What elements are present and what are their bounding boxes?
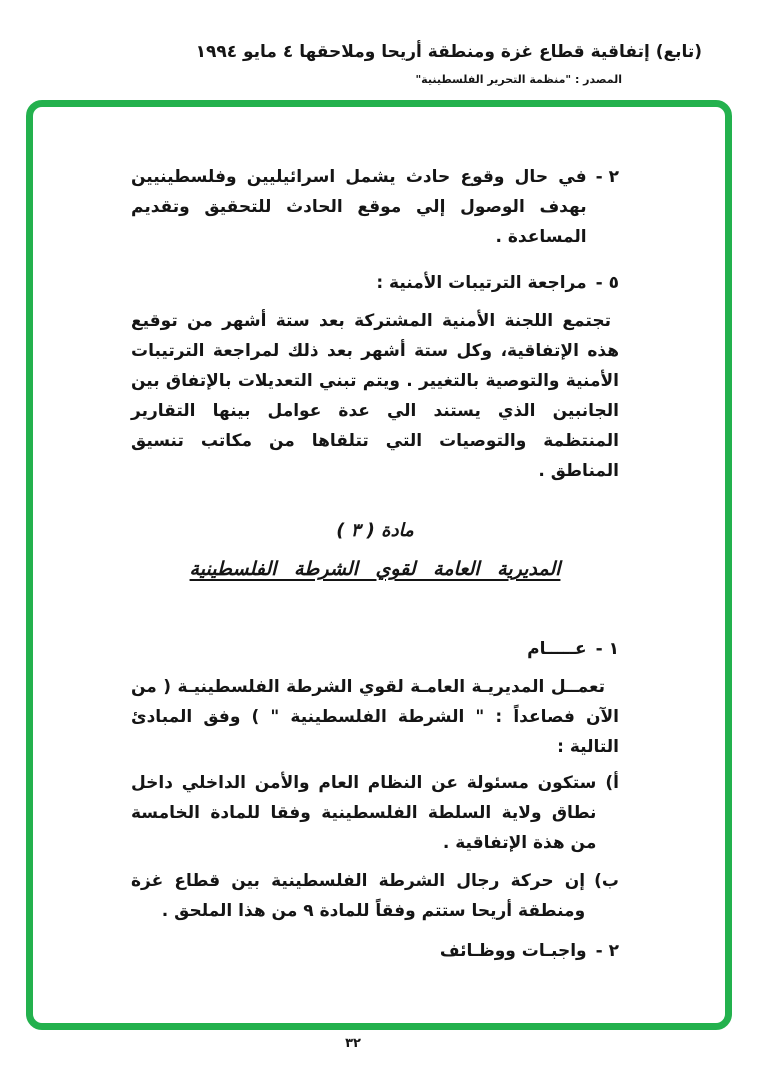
item-b: [131, 866, 619, 926]
section-1-heading-text: عـــــام: [527, 639, 587, 659]
content-frame: [26, 100, 732, 1030]
clause-2-item: [131, 162, 619, 252]
article-3-subtitle: المديرية العامة لقوي الشرطة الفلسطينية: [189, 558, 561, 580]
document-body: [33, 107, 725, 1023]
section-1-heading: [131, 634, 619, 664]
section-2-marker: ٢ -: [595, 941, 619, 961]
clause-5-paragraph: تجتمع اللجنة الأمنية المشتركة بعد ستة أشهر من توقيع هذه الإتفاقية، وكل ستة أشهر بعد ذلك لمراجعة الترتيبات الأمنية والتوصية بالتغيير . ويتم تبني التعديلات بالإتفاق بين الجانبين الذي يستند الي عدة عوامل بينها التقارير المنتظمة والتوصيات التي تتلقاها من مكاتب تنسيق المناطق .: [131, 311, 619, 481]
page-number: ٣٢: [345, 1036, 361, 1051]
section-1-marker: ١ -: [595, 639, 619, 659]
item-a-text: ستكون مسئولة عن النظام العام والأمن الداخلي داخل نطاق ولاية السلطة الفلسطينية وفقا للمادة الخامسة من هذة الإتفاقية .: [131, 773, 597, 853]
clause-5-heading: [131, 268, 619, 298]
clause-5-heading-text: مراجعة الترتيبات الأمنية :: [376, 273, 587, 293]
clause-2-marker: ٢ -: [595, 167, 619, 187]
section-2-heading-text: واجبـات ووظـائف: [439, 941, 587, 961]
clause-5-marker: ٥ -: [595, 273, 619, 293]
item-a-marker: أ): [605, 773, 619, 793]
article-3-heading: مادة ( ٣ ): [336, 520, 414, 541]
item-b-marker: ب): [594, 871, 619, 891]
item-b-text: إن حركة رجال الشرطة الفلسطينية بين قطاع غزة ومنطقة أريحا ستتم وفقاً للمادة ٩ من هذا الملحق .: [131, 871, 586, 921]
clause-2-text: في حال وقوع حادث يشمل اسرائيليين وفلسطينيين بهدف الوصول إلي موقع الحادث للتحقيق وتقديم المساعدة .: [131, 167, 587, 247]
item-a: [131, 768, 619, 858]
document-source: المصدر : "منظمة التحرير الفلسطينية": [415, 73, 622, 86]
section-2-heading: [131, 936, 619, 966]
section-1-intro: تعمــل المديريـة العامـة لقوي الشرطة الفلسطينيـة ( من الآن فصاعداً : " الشرطة الفلسطينية " ) وفق المبادئ التالية :: [131, 677, 619, 757]
document-title: (تابع) إتفاقية قطاع غزة ومنطقة أريحا وملاحقها ٤ مايو ١٩٩٤: [195, 42, 702, 62]
